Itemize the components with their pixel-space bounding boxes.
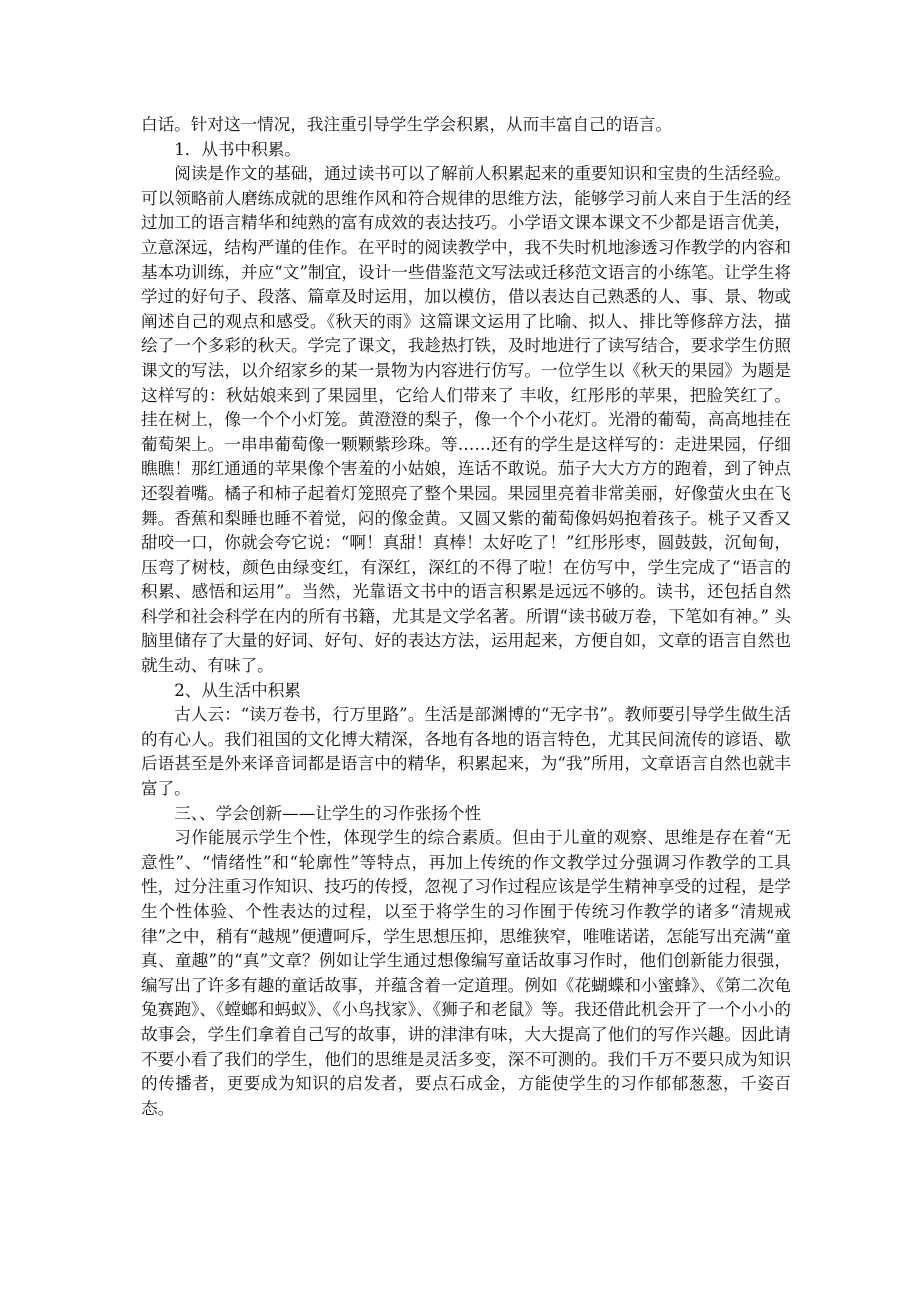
paragraph-reading: 阅读是作文的基础，通过读书可以了解前人积累起来的重要知识和宝贵的生活经验。可以领略前人磨练成就的思维作风和符合规律的思维方法，能够学习前人来自于生活的经过加工的语言精华和纯熟的富有成效的表达技巧。小学语文课本课文不少都是语言优美，立意深远，结构严谨的佳作。在平时的阅读教学中，我不失时机地渗透习作教学的内容和基本功训练，并应“文”制宜，设计一些借鉴范文写法或迁移范文语言的小练笔。让学生将学过的好句子、段落、篇章及时运用，加以模仿，借以表达自己熟悉的人、事、景、物或阐述自己的观点和感受。《秋天的雨》这篇课文运用了比喻、拟人、排比等修辞方法，描绘了一个多彩的秋天。学完了课文，我趁热打铁，及时地进行了读写结合，要求学生仿照课文的写法，以介绍家乡的某一景物为内容进行仿写。一位学生以《秋天的果园》为题是这样写的：秋姑娘来到了果园里，它给人们带来了 丰收，红彤彤的苹果，把脸笑红了。挂在树上，像一个个小灯笼。黄澄澄的梨子，像一个个小花灯。光滑的葡萄，高高地挂在葡萄架上。一串串葡萄像一颗颗紫珍珠。等……还有的学生是这样写的：走进果园，仔细瞧瞧！那红通通的苹果像个害羞的小姑娘，连话不敢说。茄子大大方方的跑着，到了钟点还裂着嘴。橘子和柿子起着灯笼照亮了整个果园。果园里亮着非常美丽，好像萤火虫在飞舞。香蕉和梨睡也睡不着觉，闷的像金黄。又圆又紫的葡萄像妈妈抱着孩子。桃子又香又甜咬一口，你就会夸它说：“啊！真甜！真棒！太好吃了！”红彤彤枣，圆鼓鼓，沉甸甸，压弯了树枝，颜色由绿变红，有深红，深红的不得了啦！在仿写中，学生完成了“语言的积累、感悟和运用”。当然，光靠语文书中的语言积累是远远不够的。读书，还包括自然科学和社会科学在内的所有书籍，尤其是文学名著。所谓“读书破万卷，下笔如有神。” 头脑里储存了大量的好词、好句、好的表达方法，运用起来，方便自如，文章的语言自然也就生动、有味了。 bbox=[141, 164, 791, 676]
section-heading-innovation: 三、、学会创新——让学生的习作张扬个性 bbox=[174, 803, 482, 823]
paragraph-innovation: 习作能展示学生个性，体现学生的综合素质。但由于儿童的观察、思维是存在着“无意性”、“情绪性”和“轮廓性”等特点，再加上传统的作文教学过分强调习作教学的工具性，过分注重习作知识、技巧的传授，忽视了习作过程应该是学生精神享受的过程，是学生个性体验、个性表达的过程，以至于将学生的习作囿于传统习作教学的诸多“清规戒律”之中，稍有“越规”便遭呵斥，学生思想压抑，思维狭窄，唯唯诺诺，怎能写出充满“童真、童趣”的“真”文章？例如让学生通过想像编写童话故事习作时，他们创新能力很强，编写出了许多有趣的童话故事，并蕴含着一定道理。例如《花蝴蝶和小蜜蜂》、《第二次龟兔赛跑》、《螳螂和蚂蚁》、《小鸟找家》、《狮子和老鼠》等。我还借此机会开了一个小小的故事会，学生们拿着自己写的故事，讲的津津有味，大大提高了他们的写作兴趣。因此请不要小看了我们的学生，他们的思维是灵活多变，深不可测的。我们千万不要只成为知识的传播者，更要成为知识的启发者，要点石成金，方能使学生的习作郁郁葱葱，千姿百态。 bbox=[141, 828, 791, 1118]
section-heading-read-books: 1．从书中积累。 bbox=[174, 139, 301, 159]
section-heading-life: 2、从生活中积累 bbox=[174, 680, 301, 700]
document-page bbox=[141, 113, 791, 1121]
paragraph-continuation: 白话。针对这一情况，我注重引导学生学会积累，从而丰富自己的语言。 bbox=[141, 115, 672, 134]
paragraph-life: 古人云：“读万卷书，行万里路”。生活是部渊博的“无字书”。教师要引导学生做生活的有心人。我们祖国的文化博大精深，各地有各地的语言特色，尤其民间流传的谚语、歇后语甚至是外来译音词都是语言中的精华，积累起来，为“我”所用，文章语言自然也就丰富了。 bbox=[141, 705, 791, 799]
